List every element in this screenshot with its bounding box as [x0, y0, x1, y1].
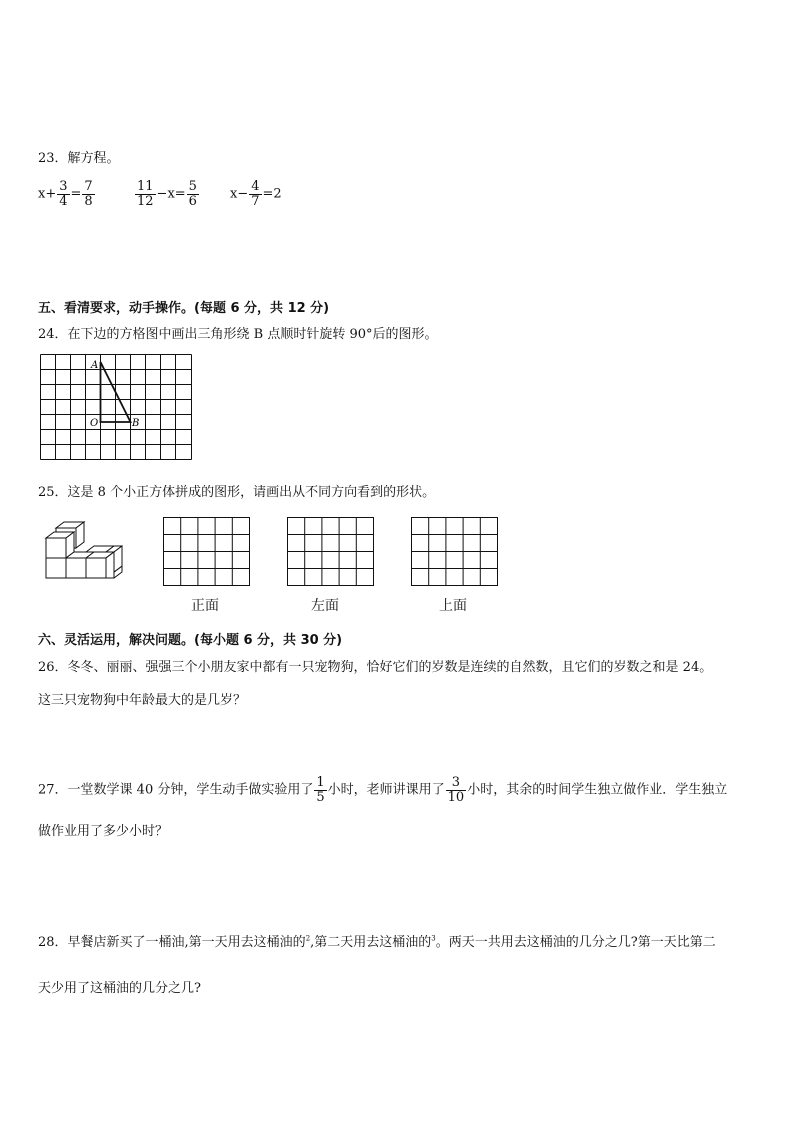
eq1-fraction: $\frac{3}{4}$ [59, 179, 68, 209]
caption-front: 正面 [191, 598, 219, 614]
section-6-heading: 六、灵活运用，解决问题。(每小题 6 分，共 30 分) [38, 633, 343, 648]
eq1-equals: = [70, 186, 82, 202]
grid-top-view[interactable] [411, 517, 499, 587]
eq2-result-fraction: $\frac{5}{6}$ [188, 179, 197, 209]
q25-text: 25．这是 8 个小正方体拼成的图形，请画出从不同方向看到的形状。 [38, 485, 436, 500]
q24-text: 24．在下边的方格图中画出三角形绕 B 点顺时针旋转 90°后的图形。 [38, 327, 438, 342]
cube-figure [44, 520, 124, 580]
eq3-rhs: =2 [262, 186, 282, 202]
q28-small-fraction-1: 2 [305, 934, 311, 943]
eq2-mid: −x= [156, 186, 186, 202]
eq1-result-fraction: $\frac{7}{8}$ [84, 179, 93, 209]
grid-left-view[interactable] [287, 517, 375, 587]
caption-left: 左面 [311, 598, 339, 614]
q23-title: 23．解方程。 [38, 151, 120, 166]
q28-small-fraction-2: 3 [431, 934, 436, 943]
eq3-lhs: x− [230, 186, 249, 202]
q27-fraction-2: $\frac{3}{10}$ [447, 775, 465, 805]
label-o: O [90, 418, 99, 429]
q24-grid-lines [41, 355, 192, 460]
eq2-fraction: $\frac{11}{12}$ [137, 179, 154, 209]
eq1-lhs: x+ [38, 186, 57, 202]
q27-line1: 27．一堂数学课 40 分钟，学生动手做实验用了 $\frac{1}{5}$ 小时，老师讲课用了 $\frac{3}{10}$ 小时，其余的时间学生独立做作业．学生独立 [38, 775, 728, 805]
q27-fraction-1: $\frac{1}{5}$ [316, 775, 325, 805]
equation-1 [38, 180, 96, 208]
label-b: B [132, 418, 140, 429]
section-5-heading: 五、看清要求，动手操作。(每题 6 分，共 12 分) [38, 301, 330, 316]
caption-top: 上面 [439, 598, 467, 614]
q26-line2: 这三只宠物狗中年龄最大的是几岁？ [38, 693, 247, 708]
q24-grid-diagram [40, 354, 192, 462]
q28-line1: 28．早餐店新买了一桶油,第一天用去这桶油的$^2$,第二天用去这桶油的$^3$。两天一共用去这桶油的几分之几?第一天比第二 [38, 934, 716, 950]
grid-front-view[interactable] [163, 517, 251, 587]
label-a: A [91, 360, 99, 371]
equation-2 [134, 180, 200, 208]
q26-line1: 26．冬冬、丽丽、强强三个小朋友家中都有一只宠物狗，恰好它们的岁数是连续的自然数，且它们的岁数之和是 24。 [38, 660, 713, 675]
q28-line2: 天少用了这桶油的几分之几? [38, 981, 201, 996]
equation-3 [230, 180, 282, 208]
eq3-fraction: $\frac{4}{7}$ [251, 179, 260, 209]
q27-line2: 做作业用了多少小时？ [38, 824, 169, 839]
